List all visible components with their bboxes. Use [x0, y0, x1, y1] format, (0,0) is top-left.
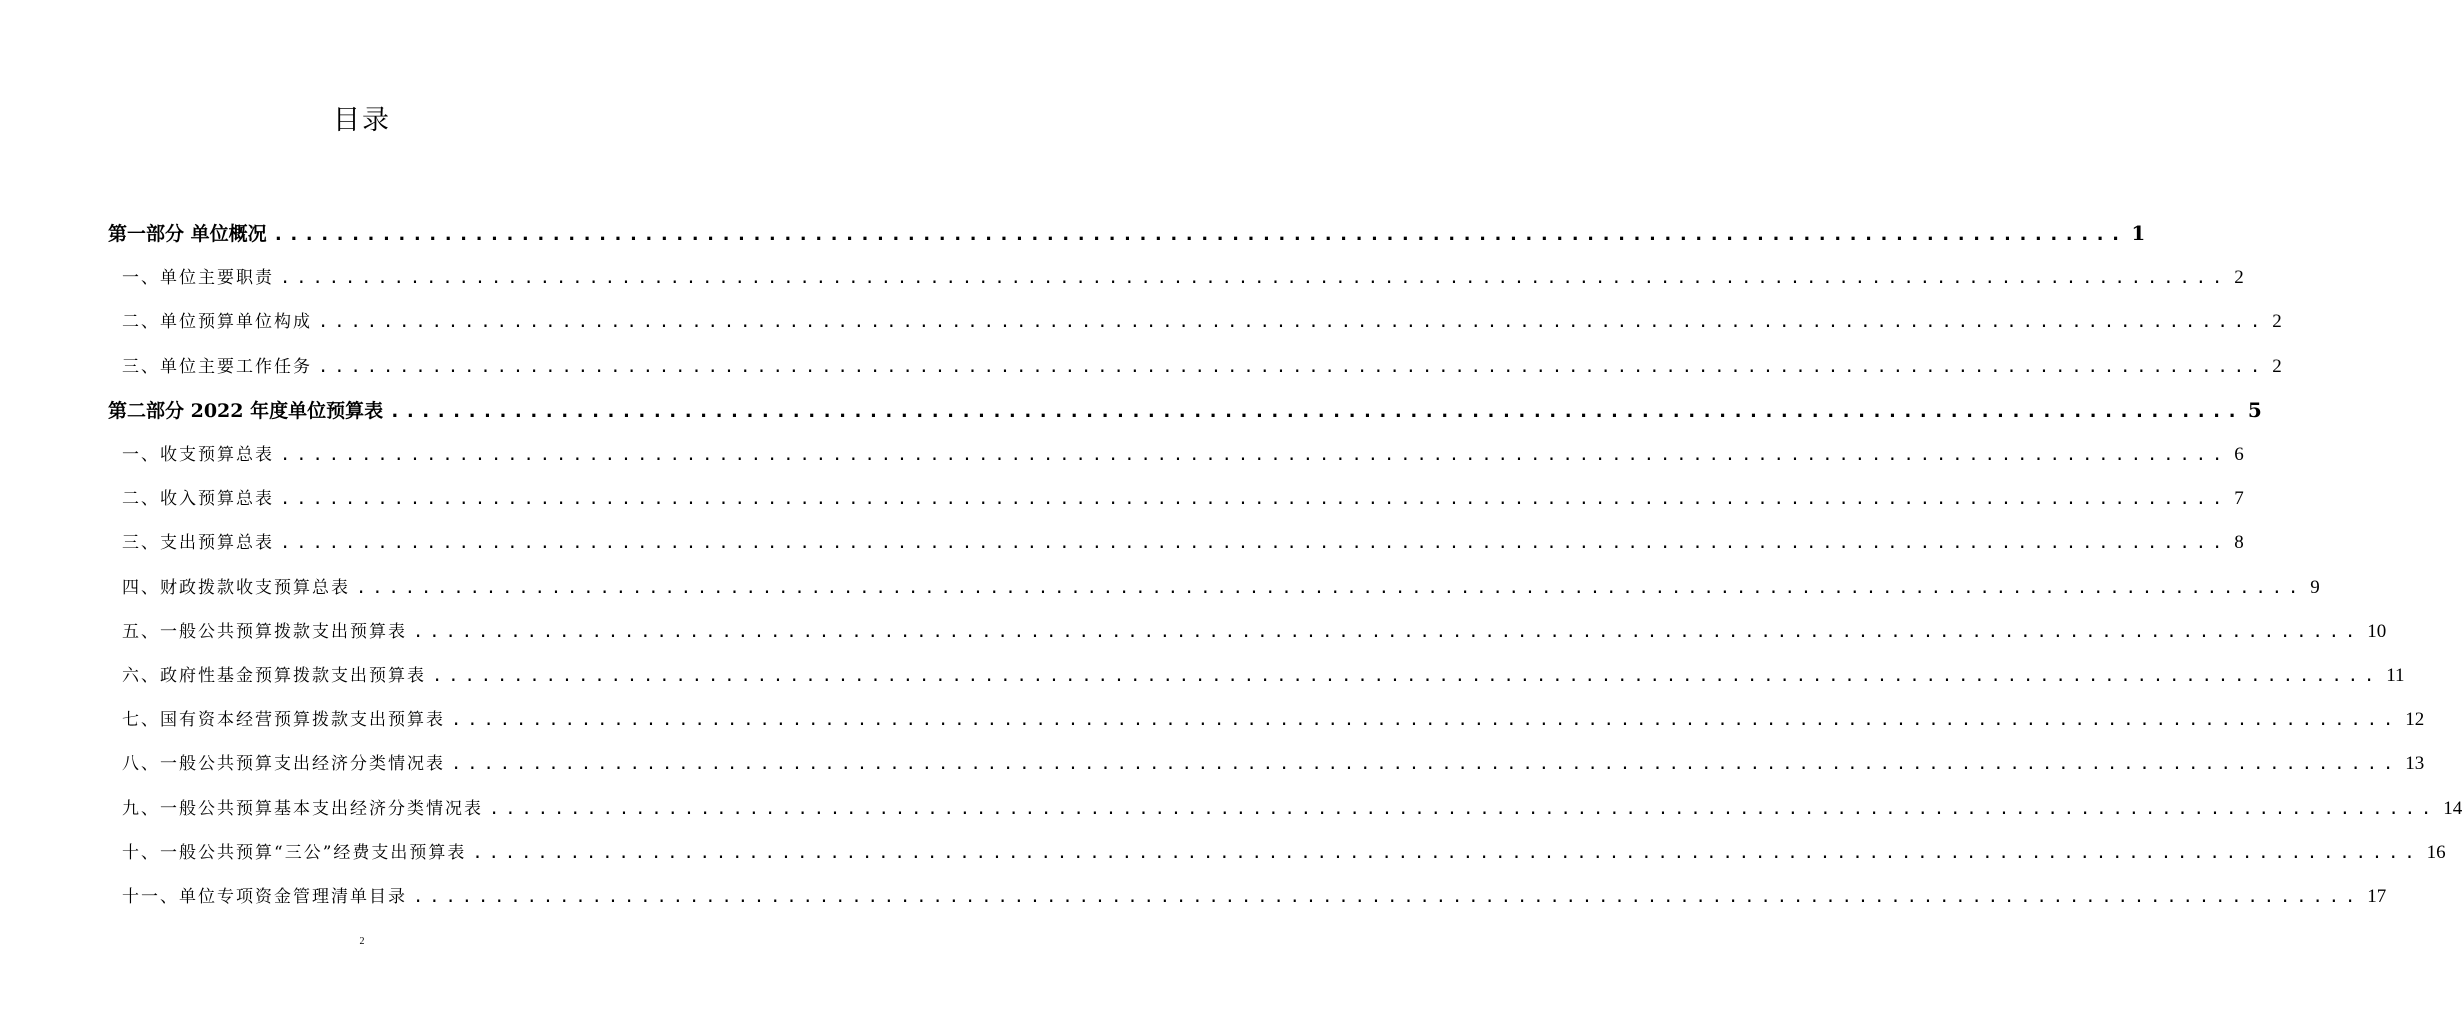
toc-leader-dots: ........................................................................................................................	[432, 666, 2381, 686]
toc-entry-label: 四、财政拨款收支预算总表	[122, 577, 350, 598]
toc-entry[interactable]	[122, 307, 2282, 333]
toc-entry[interactable]	[122, 794, 2462, 820]
toc-entry-label: 十、一般公共预算“三公”经费支出预算表	[122, 842, 467, 863]
toc-entry-label: 七、国有资本经营预算拨款支出预算表	[122, 710, 445, 731]
toc-leader-dots: ........................................................................................................................	[272, 223, 2126, 245]
page-title: 目录	[333, 105, 391, 136]
toc-leader-dots: ........................................................................................................................	[472, 842, 2421, 863]
toc-entry[interactable]	[122, 263, 2244, 289]
toc-entry[interactable]	[122, 528, 2244, 554]
toc-entry-page: 2	[2234, 267, 2244, 289]
toc-entry-label: 十一、单位专项资金管理清单目录	[122, 887, 407, 907]
toc-entry-page: 16	[2426, 841, 2446, 863]
toc-leader-dots: ........................................................................................................................	[413, 621, 2362, 642]
toc-leader-dots: ........................................................................................................................	[489, 798, 2438, 819]
toc-entry-page: 7	[2234, 488, 2244, 510]
toc-entry-label: 三、支出预算总表	[122, 533, 274, 554]
toc-entry-label: 一、收支预算总表	[122, 445, 274, 465]
toc-entry-page: 13	[2405, 753, 2425, 775]
toc-entry-page: 12	[2405, 709, 2425, 731]
toc-entry-label: 三、单位主要工作任务	[122, 356, 312, 377]
toc-entry[interactable]	[108, 396, 2262, 423]
toc-entry-label: 五、一般公共预算拨款支出预算表	[122, 621, 407, 642]
toc-entry-label: 八、一般公共预算支出经济分类情况表	[122, 754, 445, 775]
toc-entry-page: 9	[2310, 576, 2320, 598]
toc-entry[interactable]	[122, 617, 2387, 643]
toc-entry[interactable]	[122, 440, 2244, 466]
toc-entry[interactable]	[122, 705, 2425, 731]
toc-leader-dots: ........................................................................................................................	[356, 577, 2305, 598]
toc-entry-page: 8	[2234, 532, 2244, 554]
toc-entry-label: 九、一般公共预算基本支出经济分类情况表	[122, 798, 483, 819]
toc-entry-label: 二、收入预算总表	[122, 489, 274, 510]
toc-leader-dots: ........................................................................................................................	[451, 710, 2400, 731]
page-number: 2	[359, 936, 365, 947]
toc-leader-dots: ........................................................................................................................	[413, 887, 2362, 907]
toc-leader-dots: ........................................................................................................................	[318, 312, 2267, 333]
toc-entry-label: 第一部分 单位概况	[108, 223, 267, 245]
toc-entry[interactable]	[122, 484, 2244, 510]
toc-entry-page: 5	[2247, 397, 2262, 422]
toc-leader-dots: ........................................................................................................................	[389, 399, 2242, 422]
toc-entry[interactable]	[108, 219, 2146, 246]
toc-entry[interactable]	[122, 749, 2425, 775]
toc-entry[interactable]	[122, 573, 2320, 599]
toc-leader-dots: ........................................................................................................................	[318, 356, 2267, 377]
toc-entry-page: 2	[2272, 311, 2282, 333]
toc-entry[interactable]	[122, 352, 2282, 378]
toc-leader-dots: ........................................................................................................................	[280, 268, 2229, 289]
toc-entry-page: 6	[2234, 444, 2244, 465]
toc-entry-page: 1	[2131, 221, 2146, 245]
toc-entry[interactable]	[122, 838, 2446, 864]
toc-entry-page: 17	[2367, 886, 2387, 907]
toc-leader-dots: ........................................................................................................................	[451, 754, 2400, 775]
toc-leader-dots: ........................................................................................................................	[280, 533, 2229, 554]
toc-entry-page: 14	[2443, 797, 2462, 819]
toc-entry[interactable]	[122, 882, 2387, 908]
toc-entry-page: 10	[2367, 620, 2387, 642]
toc-entry-page: 11	[2386, 665, 2405, 686]
toc-leader-dots: ........................................................................................................................	[280, 489, 2229, 510]
toc-entry-label: 一、单位主要职责	[122, 268, 274, 289]
toc-entry-label: 六、政府性基金预算拨款支出预算表	[122, 666, 426, 686]
toc-leader-dots: ........................................................................................................................	[280, 445, 2229, 465]
toc-entry-label: 第二部分 2022 年度单位预算表	[108, 399, 384, 422]
toc-entry-label: 二、单位预算单位构成	[122, 312, 312, 333]
toc-entry-page: 2	[2272, 355, 2282, 377]
toc-entry[interactable]	[122, 661, 2405, 687]
